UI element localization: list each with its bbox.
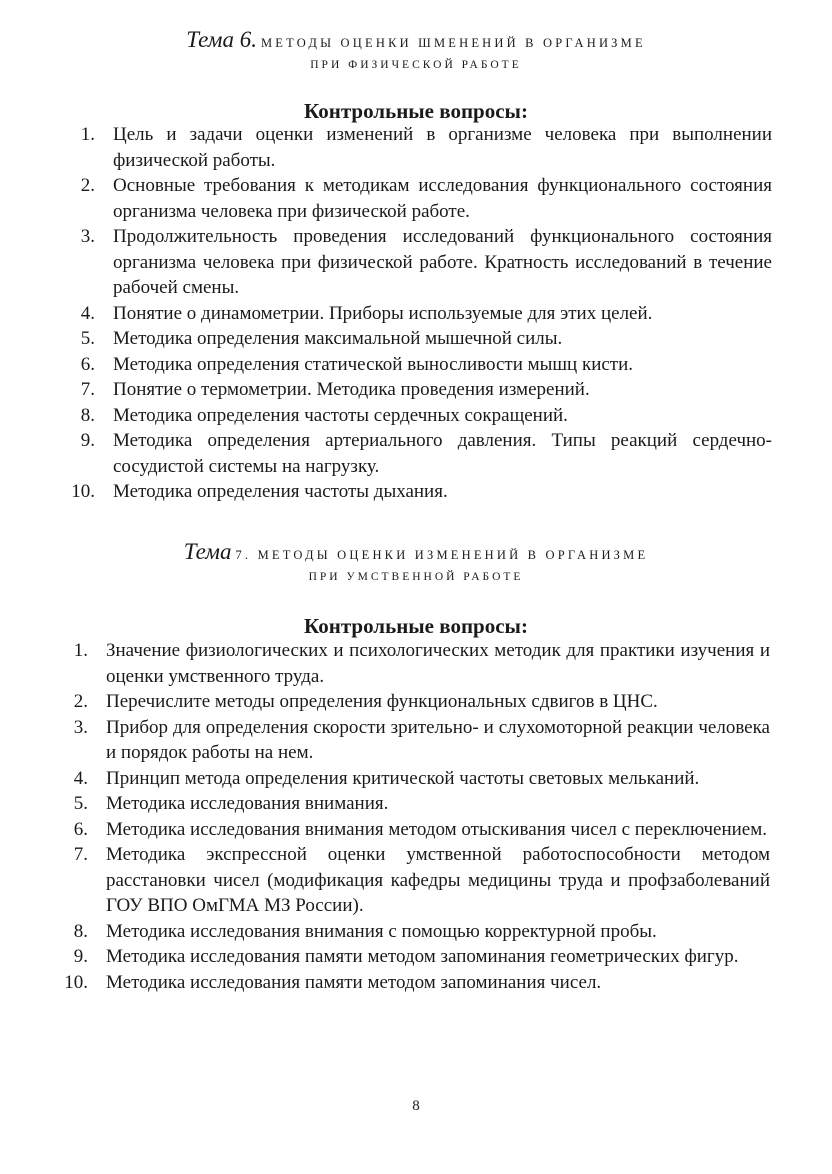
question-number: 5. <box>73 793 88 814</box>
topic-7-section <box>0 540 832 583</box>
topic-6-questions-heading: Контрольные вопросы: <box>304 99 528 123</box>
question-number: 9. <box>80 430 95 451</box>
question-text: Методика определения статической выносливости мышц кисти. <box>113 353 634 375</box>
topic-6-questions-block <box>0 99 832 124</box>
topic-6-title <box>0 28 832 51</box>
topic-6-section <box>0 28 832 71</box>
question-number: 4. <box>80 302 95 324</box>
question-text: Основные требования к методикам исследования функционального состояния организма человека при физической работе. <box>113 175 772 222</box>
question-item <box>0 326 832 352</box>
question-item <box>0 766 832 792</box>
topic-7-title-line2: ПРИ УМСТВЕННОЙ РАБОТЕ <box>308 571 524 583</box>
question-item <box>0 689 832 715</box>
question-number: 9. <box>73 946 88 967</box>
question-text: Методика исследования внимания. <box>106 793 389 814</box>
question-text: Методика определения максимальной мышечной силы. <box>113 328 563 349</box>
question-item <box>0 842 832 919</box>
question-item <box>0 638 832 689</box>
topic-7-questions-block <box>0 614 832 639</box>
question-text: Методика исследования внимания методом отыскивания чисел с переключением. <box>106 818 768 840</box>
question-text: Принцип метода определения критической частоты световых мельканий. <box>106 767 700 789</box>
question-item <box>0 122 832 173</box>
question-item <box>0 919 832 945</box>
topic-6-question-list <box>0 122 832 505</box>
question-text: Понятие о термометрии. Методика проведения измерений. <box>113 379 590 400</box>
question-text: Методика определения частоты сердечных сокращений. <box>113 404 568 426</box>
question-item <box>0 224 832 301</box>
question-number: 8. <box>73 920 88 942</box>
question-text: Значение физиологических и психологических методик для практики изучения и оценки умственного труда. <box>106 640 770 687</box>
topic-7-title-line1: 7. МЕТОДЫ ОЦЕНКИ ИЗМЕНЕНИЙ В ОРГАНИЗМЕ <box>235 548 649 562</box>
question-text: Перечислите методы определения функциональных сдвигов в ЦНС. <box>106 691 658 712</box>
question-text: Методика экспрессной оценки умственной работоспособности методом расстановки чисел (модификация кафедры медицины труда и профзаболеваний ГОУ ВПО ОмГМА МЗ России). <box>106 844 770 916</box>
question-number: 6. <box>80 353 95 375</box>
question-item <box>0 301 832 327</box>
question-number: 10. <box>71 481 95 502</box>
question-item <box>0 791 832 817</box>
question-text: Методика исследования внимания с помощью корректурной пробы. <box>106 920 657 942</box>
topic-6-title-line2: ПРИ ФИЗИЧЕСКОЙ РАБОТЕ <box>310 59 522 71</box>
question-text: Методика исследования памяти методом запоминания чисел. <box>106 971 602 993</box>
question-number: 2. <box>73 691 88 712</box>
question-item <box>0 377 832 403</box>
question-text: Продолжительность проведения исследований функционального состояния организма человека при физической работе. Кратность исследований в течение рабочей смены. <box>113 226 772 298</box>
question-number: 5. <box>80 328 95 349</box>
question-number: 6. <box>73 818 88 840</box>
question-number: 10. <box>64 971 88 993</box>
question-number: 3. <box>80 226 95 247</box>
question-item <box>0 479 832 505</box>
question-number: 1. <box>80 124 95 145</box>
question-text: Цель и задачи оценки изменений в организме человека при выполнении физической работы. <box>113 124 772 171</box>
question-item <box>0 944 832 970</box>
question-item <box>0 428 832 479</box>
question-text: Методика исследования памяти методом запоминания геометрических фигур. <box>106 946 739 967</box>
question-number: 4. <box>73 767 88 789</box>
question-number: 7. <box>80 379 95 400</box>
question-number: 1. <box>73 640 88 661</box>
page-number: 8 <box>412 1098 420 1114</box>
topic-7-question-list <box>0 638 832 995</box>
question-item <box>0 403 832 429</box>
question-text: Методика определения частоты дыхания. <box>113 481 448 502</box>
question-item <box>0 173 832 224</box>
question-number: 8. <box>80 404 95 426</box>
question-item <box>0 715 832 766</box>
question-number: 3. <box>73 716 88 738</box>
question-text: Прибор для определения скорости зрительно- и слухомоторной реакции человека и порядок работы на нем. <box>106 716 770 763</box>
question-text: Понятие о динамометрии. Приборы используемые для этих целей. <box>113 302 653 324</box>
question-item <box>0 817 832 843</box>
question-number: 7. <box>73 844 88 865</box>
topic-7-questions-heading: Контрольные вопросы: <box>304 614 528 638</box>
topic-7-lead: Тема <box>183 539 232 564</box>
topic-7-title <box>0 540 832 563</box>
topic-6-title-line1: МЕТОДЫ ОЦЕНКИ ШМЕНЕНИЙ В ОРГАНИЗМЕ <box>260 36 646 50</box>
question-item <box>0 970 832 996</box>
question-number: 2. <box>80 175 95 196</box>
question-text: Методика определения артериального давления. Типы реакций сердечно-сосудистой системы на нагрузку. <box>113 430 772 477</box>
question-item <box>0 352 832 378</box>
topic-6-lead: Тема 6. <box>186 27 257 52</box>
